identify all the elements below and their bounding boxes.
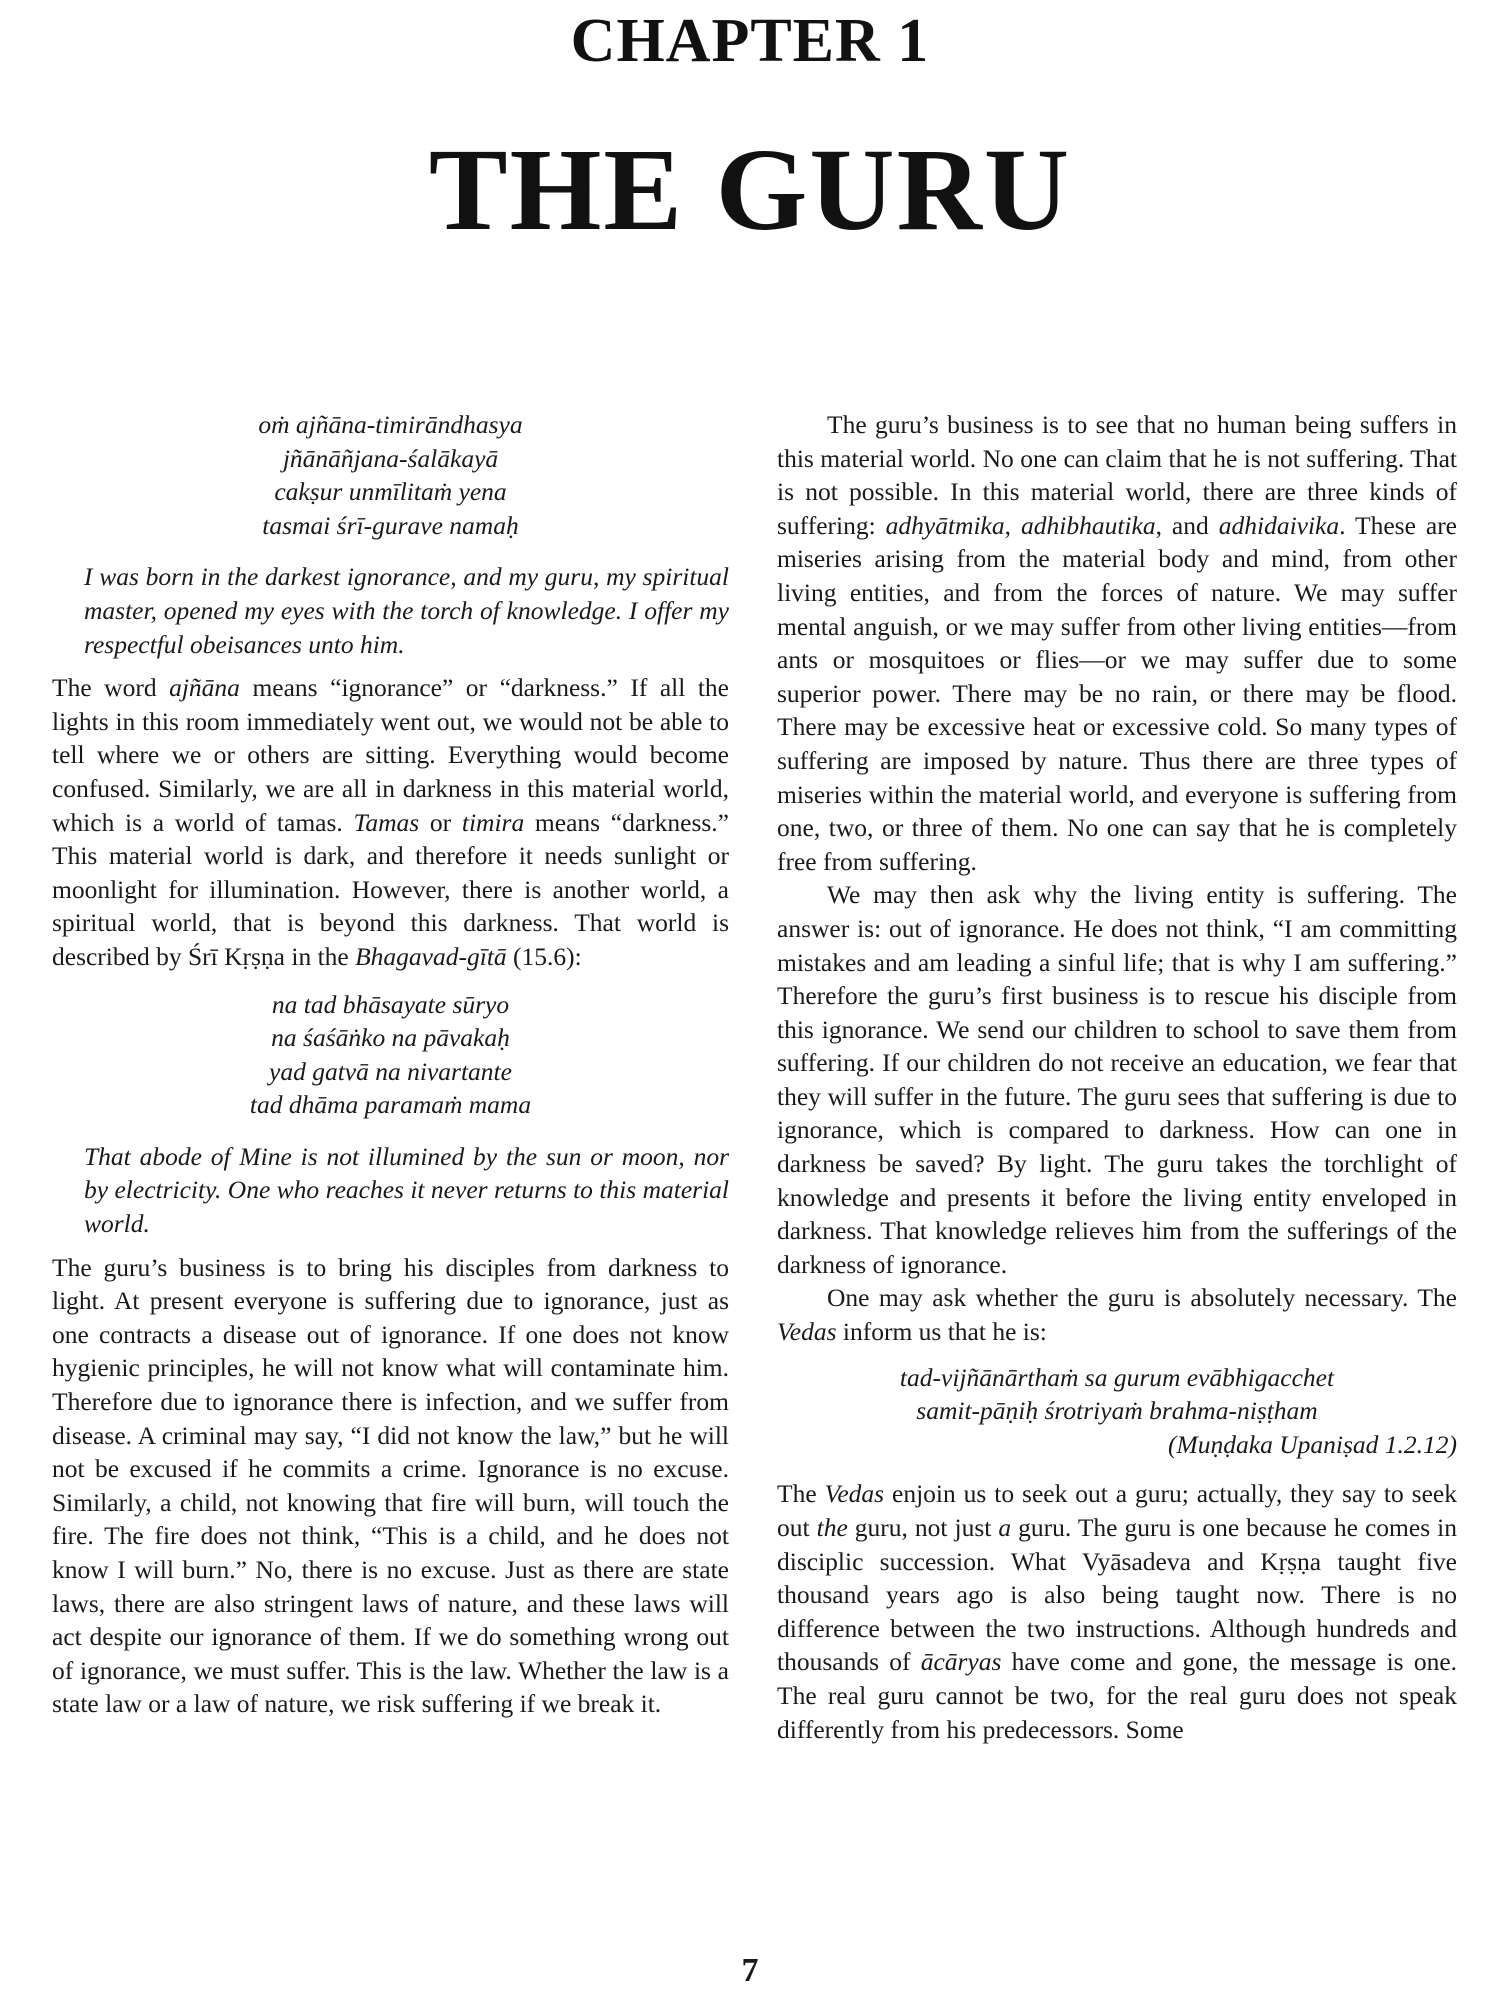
verse-line: yad gatvā na nivartante [269, 1056, 512, 1086]
verse-source: (Muṇḍaka Upaniṣad 1.2.12) [1168, 1429, 1457, 1459]
paragraph: The guru’s business is to bring his disciples from darkness to light. At present everyone is suffering due to ignorance, just as one contracts a disease out of ignorance. If one does not know hygienic principles, he will not know what will contaminate him. Therefore due to ignorance there is infection, and we suffer from disease. A criminal may say, “I did not know the law,” but he will not be excused if he commits a crime. Ignorance is no excuse. Similarly, a child, not knowing that fire will burn, will touch the fire. The fire does not think, “This is a child, and he does not know I will burn.” No, there is no excuse. Just as there are state laws, there are also stringent laws of nature, and these laws will act despite our ignorance of them. If we do something wrong out of ignorance, we must suffer. This is the law. Whether the law is a state law or a law of nature, we risk suffering if we break it. [52, 1252, 729, 1719]
sanskrit-verse-1 [52, 408, 729, 542]
paragraph: The guru’s business is to see that no human being suffers in this material world. No one can claim that he is not suffering. That is not possible. In this material world, there are three kinds of suffering: adhyātmika, adhibhautika, and adhidaivika. These are miseries arising from the material body and mind, from other living entities, and from the forces of nature. We may suffer mental anguish, or we may suffer from other living entities—from ants or mosquitoes or flies—or we may suffer due to some superior power. There may be no rain, or there may be flood. There may be excessive heat or excessive cold. So many types of suffering are imposed by nature. Thus there are three types of miseries within the material world, and everyone is suffering from one, two, or three of them. No one can say that he is completely free from suffering. [777, 410, 1458, 876]
sanskrit-verse-3 [777, 1361, 1457, 1428]
right-column [777, 408, 1457, 1746]
verse-translation-2: That abode of Mine is not illumined by the sun or moon, nor by electricity. One who reaches it never returns to this material world. [84, 1141, 729, 1239]
verse-line: na tad bhāsayate sūryo [271, 989, 510, 1019]
paragraph: The Vedas enjoin us to seek out a guru; actually, they say to seek out the guru, not just a guru. The guru is one because he comes in disciplic succession. What Vyāsadeva and Kṛṣṇa taught five thousand years ago is also being taught now. There is no difference between the two instructions. Although hundreds and thousands of ācāryas have come and gone, the message is one. The real guru cannot be two, for the real guru does not speak differently from his predecessors. Some [777, 1479, 1458, 1744]
paragraph: The word ajñāna means “ignorance” or “darkness.” If all the lights in this room immediately went out, we would not be able to tell where we or others are sitting. Everything would become confused. Similarly, we are all in darkness in this material world, which is a world of tamas. Tamas or timira means “darkness.” This material world is dark, and therefore it needs sunlight or moonlight for illumination. However, there is another world, a spiritual world, that is beyond this darkness. That world is described by Śrī Kṛṣṇa in the Bhagavad-gītā (15.6): [52, 673, 730, 971]
verse-line: tad-vijñānārthaṁ sa gurum evābhigacchet [899, 1362, 1335, 1392]
page-number: 7 [741, 1952, 759, 1989]
chapter-title: THE GURU [428, 124, 1072, 255]
chapter-label: CHAPTER 1 [570, 7, 930, 75]
left-column [52, 408, 729, 1721]
verse-line: tasmai śrī-gurave namaḥ [262, 510, 519, 540]
verse-translation-1: I was born in the darkest ignorance, and my guru, my spiritual master, opened my eyes with the torch of knowledge. I offer my respectful obeisances unto him. [84, 562, 729, 659]
verse-line: cakṣur unmīlitaṁ yena [274, 477, 507, 507]
sanskrit-verse-2 [52, 988, 729, 1122]
verse-line: samit-pāṇiḥ śrotriyaṁ brahma-niṣṭham [916, 1396, 1318, 1426]
paragraph: One may ask whether the guru is absolutely necessary. The Vedas inform us that he is: [777, 1283, 1457, 1347]
verse-line: oṁ ajñāna-timirāndhasya [258, 410, 523, 439]
verse-line: tad dhāma paramaṁ mama [249, 1090, 532, 1120]
verse-line: na śaśāṅko na pāvakaḥ [271, 1023, 510, 1053]
paragraph: We may then ask why the living entity is suffering. The answer is: out of ignorance. He does not think, “I am committing mistakes and am leading a sinful life; that is why I am suffering.” Therefore the guru’s first business is to rescue his disciple from this ignorance. We send our children to school to save them from suffering. If our children do not receive an education, we fear that they will suffer in the future. The guru sees that suffering is due to ignorance, which is compared to darkness. How can one in darkness be saved? By light. The guru takes the torchlight of knowledge and presents it before the living entity enveloped in darkness. That knowledge relieves him from the sufferings of the darkness of ignorance. [777, 880, 1457, 1279]
verse-line: jñānāñjana-śalākayā [282, 443, 499, 473]
